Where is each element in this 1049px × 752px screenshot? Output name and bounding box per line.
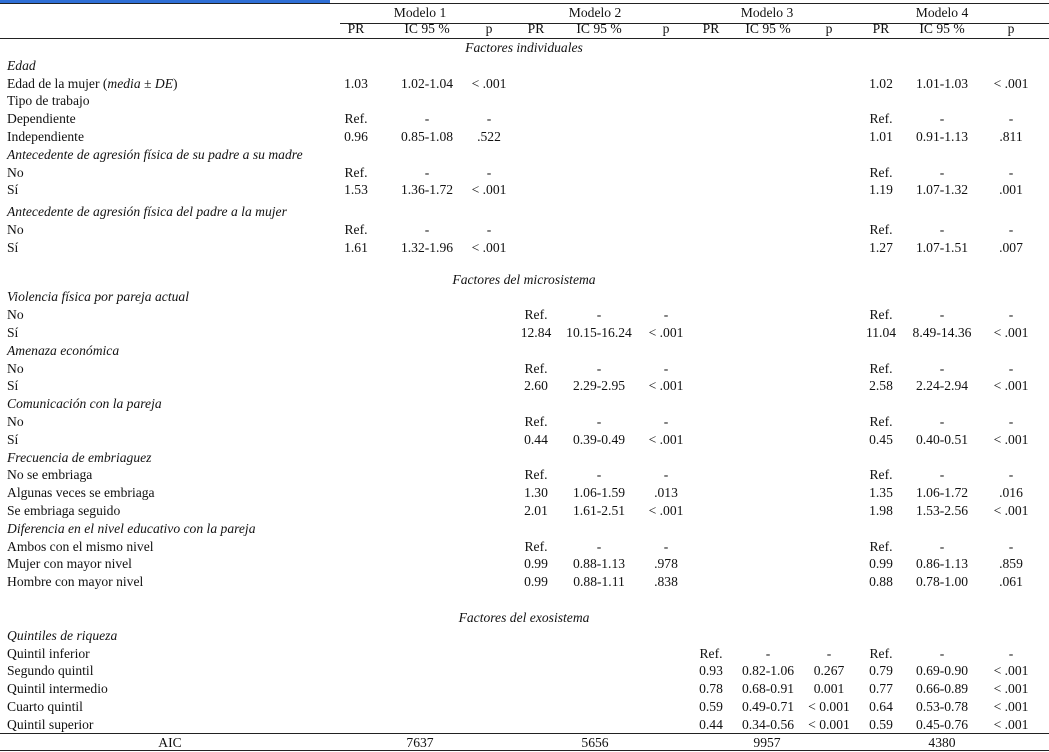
- aic-value: 4380: [928, 735, 956, 750]
- table-top-rule: [0, 3, 1049, 4]
- table-cell: 0.45-0.76: [915, 716, 969, 732]
- table-cell: 1.36-1.72: [400, 182, 454, 198]
- row-label: Sí: [7, 431, 19, 447]
- table-cell: -: [486, 222, 492, 237]
- column-header: p: [485, 21, 493, 36]
- table-cell: 0.85-1.08: [400, 129, 454, 144]
- table-cell: -: [1008, 222, 1014, 237]
- table-cell: 1.02-1.04: [400, 75, 454, 91]
- table-cell: -: [1008, 467, 1014, 483]
- group-header: Antecedente de agresión física de su padre a su madre: [7, 146, 303, 162]
- table-cell: Ref.: [344, 111, 368, 127]
- table-cell: .811: [999, 129, 1023, 144]
- table-cell: 1.07-1.51: [915, 239, 969, 255]
- table-cell: 0.93: [699, 663, 723, 679]
- table-cell: 0.96: [344, 129, 368, 144]
- row-label: Mujer con mayor nivel: [7, 556, 132, 572]
- row-label-italic: media ± DE: [107, 75, 174, 91]
- row-label: No: [7, 360, 24, 376]
- table-cell: < .001: [471, 239, 507, 255]
- table-cell: -: [663, 307, 669, 323]
- table-cell: -: [1008, 111, 1014, 127]
- table-cell: -: [1008, 414, 1014, 429]
- table-cell: 0.88-1.11: [573, 574, 625, 590]
- table-cell: 0.44: [524, 431, 548, 447]
- table-cell: -: [424, 164, 430, 180]
- table-cell: -: [663, 414, 669, 429]
- table-cell: 0.82-1.06: [741, 663, 795, 679]
- table-cell: Ref.: [344, 164, 368, 180]
- table-cell: 1.61-2.51: [572, 503, 626, 518]
- table-cell: 0.49-0.71: [741, 699, 795, 714]
- table-cell: -: [1008, 538, 1014, 554]
- row-label: Sí: [7, 325, 19, 340]
- table-cell: 0.267: [813, 663, 845, 679]
- table-cell: < .001: [648, 503, 684, 518]
- column-header: IC 95 %: [404, 21, 450, 36]
- table-cell: Ref.: [524, 467, 548, 483]
- row-label: No: [7, 414, 24, 429]
- table-cell: -: [1008, 164, 1014, 180]
- table-cell: < 0.001: [808, 699, 850, 714]
- aic-value: 5656: [581, 735, 609, 750]
- table-cell: Ref.: [869, 645, 893, 661]
- table-cell: 0.79: [869, 663, 893, 679]
- section-header: Factores del microsistema: [452, 271, 596, 287]
- table-cell: -: [596, 360, 602, 376]
- table-cell: .013: [654, 485, 678, 501]
- table-cell: < .001: [648, 325, 684, 340]
- aic-top-rule: [0, 733, 1049, 734]
- table-cell: 0.44: [699, 716, 723, 732]
- aic-value: 9957: [753, 735, 781, 750]
- row-label: No: [7, 307, 24, 323]
- table-cell: < .001: [993, 378, 1029, 394]
- row-label: Sí: [7, 182, 19, 198]
- table-cell: -: [663, 538, 669, 554]
- column-header: PR: [872, 21, 890, 36]
- table-cell: -: [663, 360, 669, 376]
- table-cell: .522: [477, 129, 501, 144]
- table-cell: 0.45: [869, 431, 893, 447]
- row-label: No: [7, 222, 24, 237]
- table-cell: 0.88: [869, 574, 893, 590]
- table-cell: Ref.: [869, 414, 893, 429]
- table-cell: 0.59: [869, 716, 893, 732]
- row-label: Independiente: [7, 129, 84, 144]
- row-label: Tipo de trabajo: [7, 93, 90, 109]
- group-header: Edad: [7, 57, 36, 73]
- row-label: Quintil superior: [7, 716, 94, 732]
- table-cell: 0.86-1.13: [915, 556, 969, 572]
- table-cell: 0.99: [524, 574, 548, 590]
- aic-value: 7637: [406, 735, 434, 750]
- table-cell: 0.99: [869, 556, 893, 572]
- table-cell: 0.40-0.51: [915, 431, 969, 447]
- table-cell: -: [939, 538, 945, 554]
- model-header: Modelo 3: [740, 5, 794, 20]
- table-cell: Ref.: [344, 222, 368, 237]
- table-cell: < .001: [471, 75, 507, 91]
- row-label: No: [7, 164, 24, 180]
- table-cell: Ref.: [524, 360, 548, 376]
- table-cell: Ref.: [869, 360, 893, 376]
- table-cell: 1.03: [344, 75, 368, 91]
- table-cell: Ref.: [869, 164, 893, 180]
- table-cell: .838: [654, 574, 678, 590]
- table-cell: < .001: [648, 378, 684, 394]
- row-label: Quintil intermedio: [7, 681, 108, 697]
- row-label: No se embriaga: [7, 467, 93, 483]
- table-cell: 1.01: [869, 129, 893, 144]
- table-cell: 2.01: [524, 503, 548, 518]
- table-cell: 1.53-2.56: [915, 503, 969, 518]
- column-header: IC 95 %: [919, 21, 965, 36]
- table-cell: -: [939, 222, 945, 237]
- table-cell: 1.06-1.59: [572, 485, 626, 501]
- table-cell: -: [939, 645, 945, 661]
- model-header: Modelo 1: [393, 5, 447, 20]
- table-cell: Ref.: [869, 307, 893, 323]
- column-header: IC 95 %: [576, 21, 622, 36]
- table-cell: Ref.: [869, 111, 893, 127]
- column-header-rule: [0, 38, 1049, 39]
- table-cell: 0.39-0.49: [572, 431, 626, 447]
- table-cell: 0.99: [524, 556, 548, 572]
- table-cell: 0.78: [699, 681, 723, 697]
- table-cell: 11.04: [865, 325, 897, 340]
- table-cell: 12.84: [520, 325, 552, 340]
- aic-label: AIC: [158, 735, 182, 750]
- row-label: Hombre con mayor nivel: [7, 574, 144, 590]
- table-cell: Ref.: [524, 538, 548, 554]
- table-cell: 8.49-14.36: [912, 325, 972, 340]
- table-cell: -: [596, 414, 602, 429]
- table-cell: < .001: [993, 699, 1029, 714]
- table-cell: < .001: [471, 182, 507, 198]
- table-cell: Ref.: [524, 307, 548, 323]
- row-label: Dependiente: [7, 111, 76, 127]
- table-cell: -: [424, 222, 430, 237]
- group-header: Violencia física por pareja actual: [7, 289, 189, 305]
- column-header: p: [1007, 21, 1015, 36]
- table-cell: < .001: [993, 75, 1029, 91]
- column-header: p: [662, 21, 670, 36]
- table-cell: < .001: [993, 681, 1029, 697]
- column-header: IC 95 %: [745, 21, 791, 36]
- group-header: Diferencia en el nivel educativo con la pareja: [7, 520, 256, 536]
- table-cell: 1.53: [344, 182, 368, 198]
- table-cell: Ref.: [869, 467, 893, 483]
- table-cell: < .001: [993, 325, 1029, 340]
- column-header: p: [825, 21, 833, 36]
- table-cell: 2.60: [524, 378, 548, 394]
- table-cell: -: [939, 111, 945, 127]
- table-cell: 1.02: [869, 75, 893, 91]
- table-cell: -: [663, 467, 669, 483]
- table-cell: -: [1008, 645, 1014, 661]
- table-cell: Ref.: [524, 414, 548, 429]
- table-cell: 1.06-1.72: [915, 485, 969, 501]
- table-cell: 2.58: [869, 378, 893, 394]
- group-header: Antecedente de agresión física del padre a la mujer: [7, 204, 287, 220]
- row-label: Sí: [7, 378, 19, 394]
- table-cell: .016: [999, 485, 1023, 501]
- table-cell: -: [486, 111, 492, 127]
- table-cell: 2.24-2.94: [915, 378, 969, 394]
- table-cell: -: [1008, 307, 1014, 323]
- table-cell: 1.32-1.96: [400, 239, 454, 255]
- section-header: Factores individuales: [465, 40, 583, 55]
- table-cell: -: [939, 360, 945, 376]
- table-cell: 0.001: [813, 681, 845, 697]
- row-label: Ambos con el mismo nivel: [7, 538, 154, 554]
- table-cell: 1.98: [869, 503, 893, 518]
- row-label: Quintil inferior: [7, 645, 90, 661]
- table-cell: 1.07-1.32: [915, 182, 969, 198]
- table-cell: .978: [654, 556, 678, 572]
- column-header: PR: [527, 21, 545, 36]
- section-header: Factores del exosistema: [458, 610, 590, 625]
- table-cell: < 0.001: [808, 716, 850, 732]
- group-header: Quintiles de riqueza: [7, 627, 118, 643]
- table-cell: -: [939, 467, 945, 483]
- table-cell: < .001: [993, 716, 1029, 732]
- table-cell: Ref.: [869, 222, 893, 237]
- table-cell: -: [826, 645, 832, 661]
- table-cell: Ref.: [869, 538, 893, 554]
- table-cell: < .001: [648, 431, 684, 447]
- table-cell: -: [939, 164, 945, 180]
- row-label: Algunas veces se embriaga: [7, 485, 155, 501]
- group-header: Amenaza económica: [7, 342, 120, 358]
- row-label: Segundo quintil: [7, 663, 94, 679]
- group-header: Comunicación con la pareja: [7, 396, 162, 412]
- table-cell: 0.78-1.00: [915, 574, 969, 590]
- table-cell: 0.88-1.13: [572, 556, 626, 572]
- table-cell: 1.61: [344, 239, 368, 255]
- table-cell: 1.35: [869, 485, 893, 501]
- table-cell: -: [596, 307, 602, 323]
- table-cell: .061: [999, 574, 1023, 590]
- table-cell: -: [424, 111, 430, 127]
- table-cell: 0.91-1.13: [915, 129, 969, 144]
- table-cell: .007: [999, 239, 1023, 255]
- table-cell: 2.29-2.95: [572, 378, 626, 394]
- table-cell: 1.01-1.03: [915, 75, 969, 91]
- row-label: Se embriaga seguido: [7, 503, 121, 518]
- table-cell: 1.19: [869, 182, 893, 198]
- table-cell: -: [939, 307, 945, 323]
- column-header: PR: [347, 21, 365, 36]
- column-header: PR: [702, 21, 720, 36]
- table-cell: 1.30: [524, 485, 548, 501]
- table-cell: < .001: [993, 503, 1029, 518]
- row-label: Sí: [7, 239, 19, 255]
- table-cell: 1.27: [869, 239, 893, 255]
- table-cell: .859: [999, 556, 1023, 572]
- table-cell: < .001: [993, 663, 1029, 679]
- table-cell: 0.66-0.89: [915, 681, 969, 697]
- table-cell: -: [596, 538, 602, 554]
- table-cell: -: [486, 164, 492, 180]
- model-header: Modelo 4: [915, 5, 969, 20]
- table-cell: 0.64: [869, 699, 893, 714]
- table-cell: 10.15-16.24: [566, 325, 632, 340]
- table-cell: 0.77: [869, 681, 893, 697]
- table-cell: Ref.: [699, 645, 723, 661]
- table-cell: -: [765, 645, 771, 661]
- table-cell: 0.68-0.91: [741, 681, 795, 697]
- table-cell: .001: [999, 182, 1023, 198]
- row-label: Cuarto quintil: [7, 699, 83, 714]
- table-cell: < .001: [993, 431, 1029, 447]
- model-header: Modelo 2: [568, 5, 622, 20]
- group-header: Frecuencia de embriaguez: [7, 449, 152, 465]
- table-cell: -: [596, 467, 602, 483]
- table-cell: -: [939, 414, 945, 429]
- table-cell: 0.59: [699, 699, 723, 714]
- table-cell: 0.34-0.56: [741, 716, 795, 732]
- table-cell: 0.53-0.78: [915, 699, 969, 714]
- row-label: Edad de la mujer (media ± DE): [7, 75, 178, 91]
- table-cell: 0.69-0.90: [915, 663, 969, 679]
- table-cell: -: [1008, 360, 1014, 376]
